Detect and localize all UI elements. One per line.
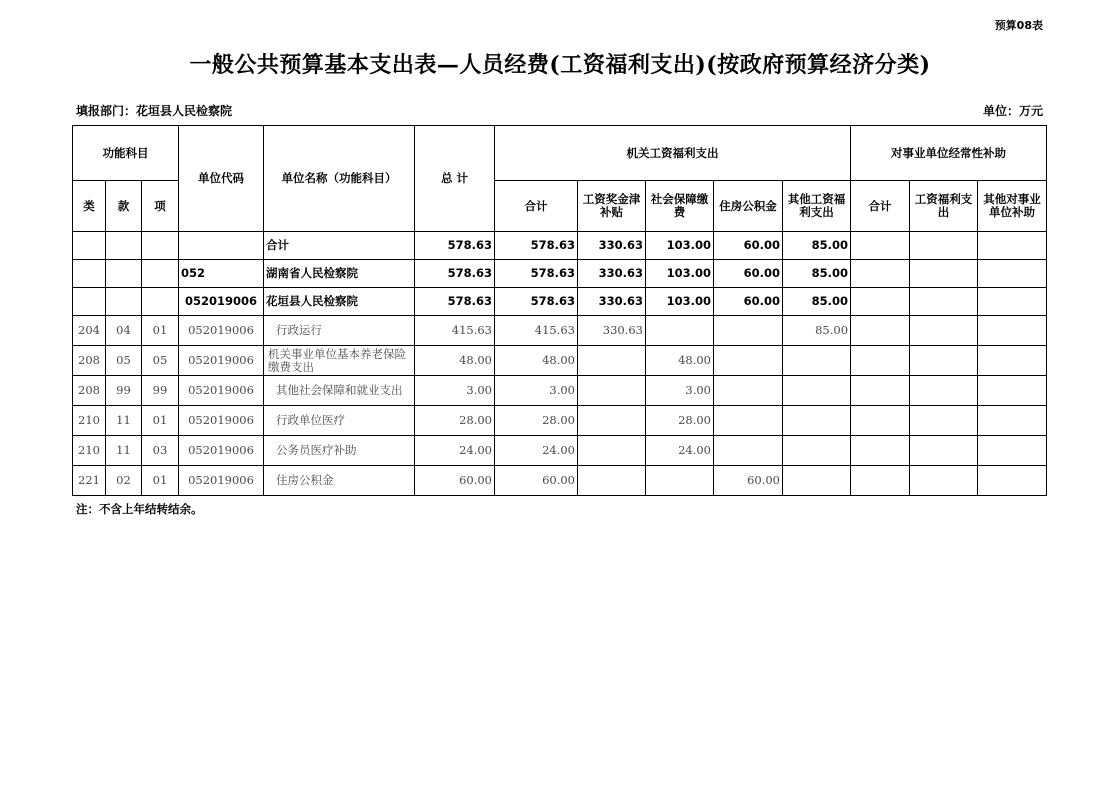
- cell-gov-social: 48.00: [646, 346, 714, 376]
- cell-total: 60.00: [415, 466, 495, 496]
- cell-gov-sum: 3.00: [495, 376, 578, 406]
- cell-total: 578.63: [415, 232, 495, 260]
- cell-gov-salary: [578, 346, 646, 376]
- department-label: 填报部门：花垣县人民检察院: [76, 104, 233, 118]
- cell-gov-housing: [714, 346, 783, 376]
- cell-gov-social: 28.00: [646, 406, 714, 436]
- cell-code: [179, 232, 264, 260]
- header-xiang: 项: [142, 181, 179, 232]
- table-row-province: [73, 260, 1047, 288]
- cell-total: 578.63: [415, 260, 495, 288]
- unit-label: 单位：万元: [982, 104, 1043, 118]
- cell-total: 48.00: [415, 346, 495, 376]
- cell-xiang: 01: [142, 466, 179, 496]
- cell-gov-salary: [578, 406, 646, 436]
- cell-gov-other: 85.00: [783, 260, 851, 288]
- header-total: 总 计: [415, 126, 495, 232]
- cell-gov-salary: 330.63: [578, 316, 646, 346]
- cell-gov-housing: 60.00: [714, 232, 783, 260]
- cell-gov-social: 3.00: [646, 376, 714, 406]
- cell-code: 052019006: [179, 288, 264, 316]
- cell-total: 415.63: [415, 316, 495, 346]
- cell-gov-salary: [578, 376, 646, 406]
- cell-gov-sum: 24.00: [495, 436, 578, 466]
- table-row-county: [73, 288, 1047, 316]
- cell-gov-salary: [578, 466, 646, 496]
- cell-gov-sum: 28.00: [495, 406, 578, 436]
- cell-gov-salary: 330.63: [578, 260, 646, 288]
- header-inst-other: 其他对事业单位补助: [978, 181, 1047, 232]
- cell-name: 行政单位医疗: [264, 406, 415, 436]
- header-kuan: 款: [106, 181, 142, 232]
- cell-gov-housing: [714, 436, 783, 466]
- cell-lei: 208: [73, 376, 106, 406]
- cell-gov-housing: 60.00: [714, 288, 783, 316]
- cell-gov-social: 103.00: [646, 232, 714, 260]
- cell-gov-housing: 60.00: [714, 260, 783, 288]
- cell-name: 合计: [264, 232, 415, 260]
- cell-xiang: 03: [142, 436, 179, 466]
- cell-gov-sum: 415.63: [495, 316, 578, 346]
- cell-lei: 210: [73, 406, 106, 436]
- cell-code: 052019006: [179, 376, 264, 406]
- cell-kuan: 04: [106, 316, 142, 346]
- table-row: [73, 406, 1047, 436]
- cell-name: 公务员医疗补助: [264, 436, 415, 466]
- cell-kuan: 99: [106, 376, 142, 406]
- cell-xiang: 05: [142, 346, 179, 376]
- header-unit-name: 单位名称（功能科目）: [264, 126, 415, 232]
- table-row-total: [73, 232, 1047, 260]
- cell-name: 湖南省人民检察院: [264, 260, 415, 288]
- cell-code: 052019006: [179, 466, 264, 496]
- header-gov-wage: 机关工资福利支出: [495, 126, 851, 181]
- cell-gov-housing: [714, 376, 783, 406]
- cell-kuan: 11: [106, 436, 142, 466]
- cell-gov-other: [783, 346, 851, 376]
- cell-gov-sum: 578.63: [495, 288, 578, 316]
- cell-name: 住房公积金: [264, 466, 415, 496]
- cell-gov-other: 85.00: [783, 316, 851, 346]
- cell-gov-other: [783, 436, 851, 466]
- cell-total: 578.63: [415, 288, 495, 316]
- header-gov-sum: 合计: [495, 181, 578, 232]
- cell-kuan: 02: [106, 466, 142, 496]
- cell-gov-sum: 60.00: [495, 466, 578, 496]
- cell-lei: 210: [73, 436, 106, 466]
- header-gov-other: 其他工资福利支出: [783, 181, 851, 232]
- cell-gov-salary: 330.63: [578, 232, 646, 260]
- cell-gov-salary: [578, 436, 646, 466]
- cell-gov-other: [783, 376, 851, 406]
- cell-kuan: 05: [106, 346, 142, 376]
- cell-name: 花垣县人民检察院: [264, 288, 415, 316]
- cell-lei: 221: [73, 466, 106, 496]
- cell-code: 052019006: [179, 436, 264, 466]
- cell-name: 机关事业单位基本养老保险缴费支出: [264, 346, 415, 376]
- header-inst-wage: 工资福利支出: [910, 181, 978, 232]
- cell-code: 052: [179, 260, 264, 288]
- header-gov-salary: 工资奖金津补贴: [578, 181, 646, 232]
- cell-gov-salary: 330.63: [578, 288, 646, 316]
- cell-gov-other: [783, 466, 851, 496]
- header-unit-code: 单位代码: [179, 126, 264, 232]
- cell-name: 行政运行: [264, 316, 415, 346]
- cell-xiang: 01: [142, 406, 179, 436]
- cell-gov-social: [646, 316, 714, 346]
- cell-gov-housing: [714, 316, 783, 346]
- cell-code: 052019006: [179, 316, 264, 346]
- header-func-subject: 功能科目: [73, 126, 179, 181]
- cell-total: 3.00: [415, 376, 495, 406]
- header-gov-housing: 住房公积金: [714, 181, 783, 232]
- cell-gov-social: 103.00: [646, 260, 714, 288]
- cell-xiang: 01: [142, 316, 179, 346]
- cell-gov-social: 24.00: [646, 436, 714, 466]
- cell-gov-sum: 578.63: [495, 260, 578, 288]
- cell-xiang: 99: [142, 376, 179, 406]
- cell-code: 052019006: [179, 346, 264, 376]
- cell-name: 其他社会保障和就业支出: [264, 376, 415, 406]
- cell-gov-sum: 48.00: [495, 346, 578, 376]
- form-code: 预算08表: [994, 19, 1043, 32]
- cell-gov-other: 85.00: [783, 288, 851, 316]
- cell-code: 052019006: [179, 406, 264, 436]
- budget-table: [72, 125, 1047, 496]
- footnote: 注：不含上年结转结余。: [76, 502, 203, 516]
- cell-gov-housing: 60.00: [714, 466, 783, 496]
- header-gov-social: 社会保障缴费: [646, 181, 714, 232]
- table-row: [73, 376, 1047, 406]
- cell-gov-other: [783, 406, 851, 436]
- cell-total: 24.00: [415, 436, 495, 466]
- cell-gov-social: [646, 466, 714, 496]
- cell-gov-other: 85.00: [783, 232, 851, 260]
- cell-kuan: 11: [106, 406, 142, 436]
- header-lei: 类: [73, 181, 106, 232]
- cell-lei: 204: [73, 316, 106, 346]
- table-row: [73, 466, 1047, 496]
- cell-lei: 208: [73, 346, 106, 376]
- table-row: [73, 316, 1047, 346]
- table-row: [73, 436, 1047, 466]
- cell-gov-housing: [714, 406, 783, 436]
- header-inst-sum: 合计: [851, 181, 910, 232]
- table-row: [73, 346, 1047, 376]
- cell-gov-social: 103.00: [646, 288, 714, 316]
- header-inst-subsidy: 对事业单位经常性补助: [851, 126, 1047, 181]
- cell-total: 28.00: [415, 406, 495, 436]
- page-title: 一般公共预算基本支出表—人员经费(工资福利支出)(按政府预算经济分类): [189, 52, 931, 78]
- cell-gov-sum: 578.63: [495, 232, 578, 260]
